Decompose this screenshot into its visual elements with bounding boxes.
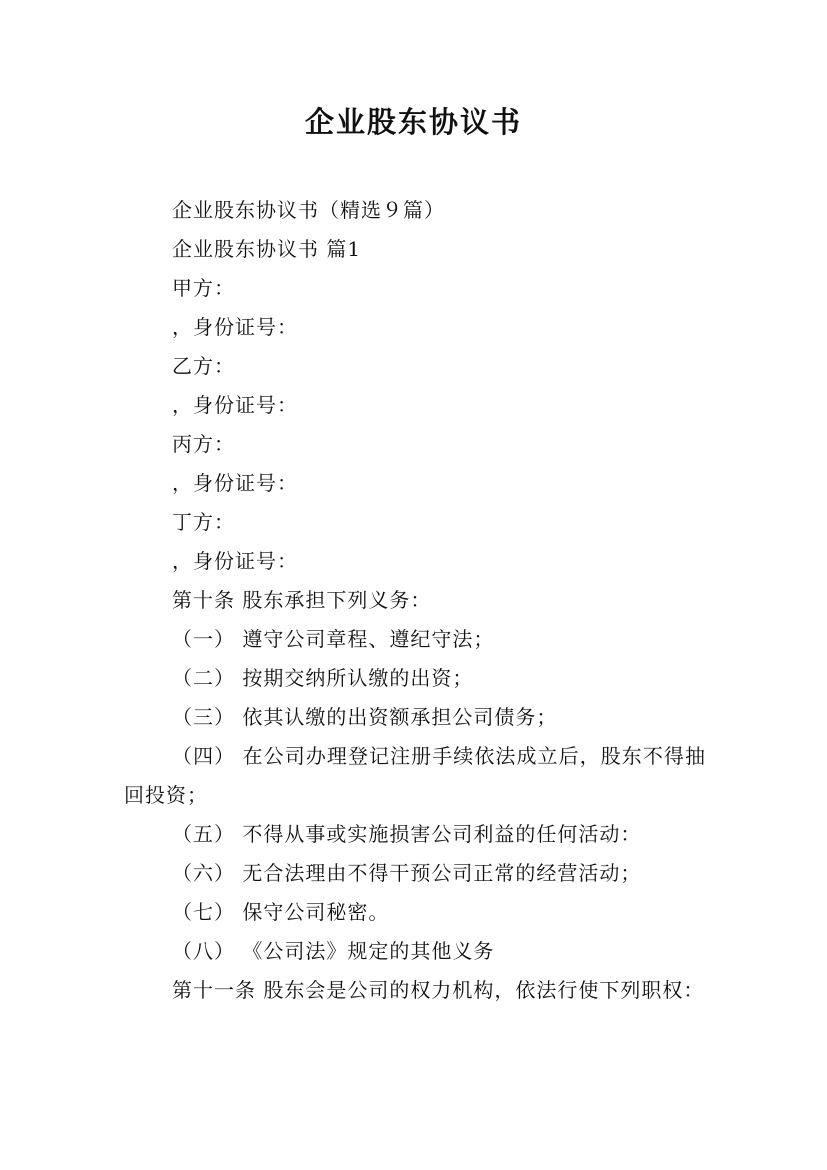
obligation-item-6: （六） 无合法理由不得干预公司正常的经营活动； [172,861,642,885]
paragraph-subtitle: 企业股东协议书（精选９篇） [172,198,445,222]
obligation-item-5: （五） 不得从事或实施损害公司利益的任何活动： [172,822,642,846]
party-c-id-number: ，身份证号： [172,471,298,495]
party-d-label: 丁方： [172,510,235,534]
document-body [124,191,706,1010]
party-b-id-number: ，身份证号： [172,393,298,417]
party-a-label: 甲方： [172,276,235,300]
obligation-item-1: （一） 遵守公司章程、遵纪守法； [172,627,495,651]
obligation-item-2: （二） 按期交纳所认缴的出资； [172,666,474,690]
party-c-label: 丙方： [172,432,235,456]
document-title: 企业股东协议书 [304,105,522,139]
party-b-label: 乙方： [172,354,235,378]
obligation-item-4: （四） 在公司办理登记注册手续依法成立后，股东不得抽回投资； [124,744,706,807]
paragraph-article-heading: 企业股东协议书 篇1 [172,237,362,261]
article-11-heading: 第十一条 股东会是公司的权力机构，依法行使下列职权： [172,978,705,1002]
article-10-heading: 第十条 股东承担下列义务： [172,588,432,612]
obligation-item-3: （三） 依其认缴的出资额承担公司债务； [172,705,558,729]
party-d-id-number: ，身份证号： [172,549,298,573]
party-a-id-number: ，身份证号： [172,315,298,339]
obligation-item-7: （七） 保守公司秘密。 [172,900,390,924]
obligation-item-8: （八） 《公司法》规定的其他义务 [172,939,495,963]
